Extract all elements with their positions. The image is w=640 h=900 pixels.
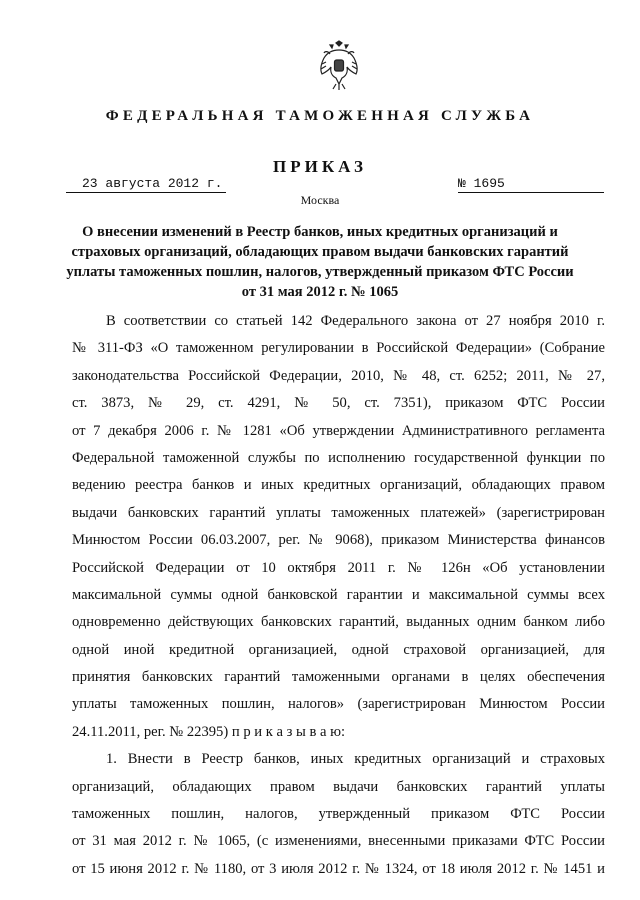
body-line: уплаты таможенных пошлин, налогов» (зарегистрирован Минюстом России bbox=[72, 696, 605, 713]
title-line: уплаты таможенных пошлин, налогов, утвержденный приказом ФТС России bbox=[66, 264, 574, 280]
double-headed-eagle-emblem-icon bbox=[318, 40, 360, 92]
body-line: Минюстом России 06.03.2007, рег. № 9068), приказом Министерства финансов bbox=[72, 532, 605, 549]
order-body bbox=[72, 308, 605, 883]
body-line: Российской Федерации от 10 октября 2011 г. № 126н «Об установлении bbox=[72, 559, 605, 576]
body-line: Федеральной таможенной службы по исполнению государственной функции по bbox=[72, 449, 605, 466]
order-title bbox=[60, 222, 580, 302]
agency-name: ФЕДЕРАЛЬНАЯ ТАМОЖЕННАЯ СЛУЖБА bbox=[105, 108, 535, 124]
body-line: В соответствии со статьей 142 Федерального закона от 27 ноября 2010 г. bbox=[106, 313, 605, 329]
body-line: принятия банковских гарантий таможенными органами в целях обеспечения bbox=[72, 669, 605, 686]
body-line: одновременно действующих банковских гарантий, выданных одним банком либо bbox=[72, 614, 605, 631]
body-line: от 7 декабря 2006 г. № 1281 «Об утверждении Административного регламента bbox=[72, 422, 605, 439]
body-line: ст. 3873, № 29, ст. 4291, № 50, ст. 7351), приказом ФТС России bbox=[72, 395, 605, 412]
order-number: № 1695 bbox=[458, 176, 604, 193]
title-line: от 31 мая 2012 г. № 1065 bbox=[241, 284, 399, 300]
body-line: 1. Внести в Реестр банков, иных кредитных организаций и страховых bbox=[106, 751, 605, 768]
title-line: О внесении изменений в Реестр банков, иных кредитных организаций и bbox=[82, 224, 558, 240]
order-date: 23 августа 2012 г. bbox=[66, 176, 226, 193]
body-line: одной иной кредитной организацией, одной страховой организацией, для bbox=[72, 641, 605, 658]
body-line: 24.11.2011, рег. № 22395) п р и к а з ы в а ю: bbox=[72, 723, 346, 740]
body-line: от 31 мая 2012 г. № 1065, (с изменениями, внесенными приказами ФТС России bbox=[72, 833, 605, 850]
city: Москва bbox=[300, 193, 340, 207]
body-line: выдачи банковских гарантий уплаты таможенных платежей» (зарегистрирован bbox=[72, 504, 605, 521]
body-line: организаций, обладающих правом выдачи банковских гарантий уплаты bbox=[72, 778, 605, 795]
body-line: таможенных пошлин, налогов, утвержденный приказом ФТС России bbox=[72, 806, 605, 823]
document-type: ПРИКАЗ bbox=[273, 157, 367, 176]
body-line: № 311-ФЗ «О таможенном регулировании в Российской Федерации» (Собрание bbox=[72, 340, 605, 357]
title-line: страховых организаций, обладающих правом выдачи банковских гарантий bbox=[71, 244, 569, 260]
body-line: законодательства Российской Федерации, 2010, № 48, ст. 6252; 2011, № 27, bbox=[72, 367, 605, 384]
body-line: ведению реестра банков и иных кредитных организаций, обладающих правом bbox=[72, 477, 605, 494]
body-line: максимальной суммы одной банковской гарантии и максимальной суммы всех bbox=[72, 586, 605, 603]
body-line: от 15 июня 2012 г. № 1180, от 3 июля 2012 г. № 1324, от 18 июля 2012 г. № 1451 и bbox=[72, 860, 605, 877]
